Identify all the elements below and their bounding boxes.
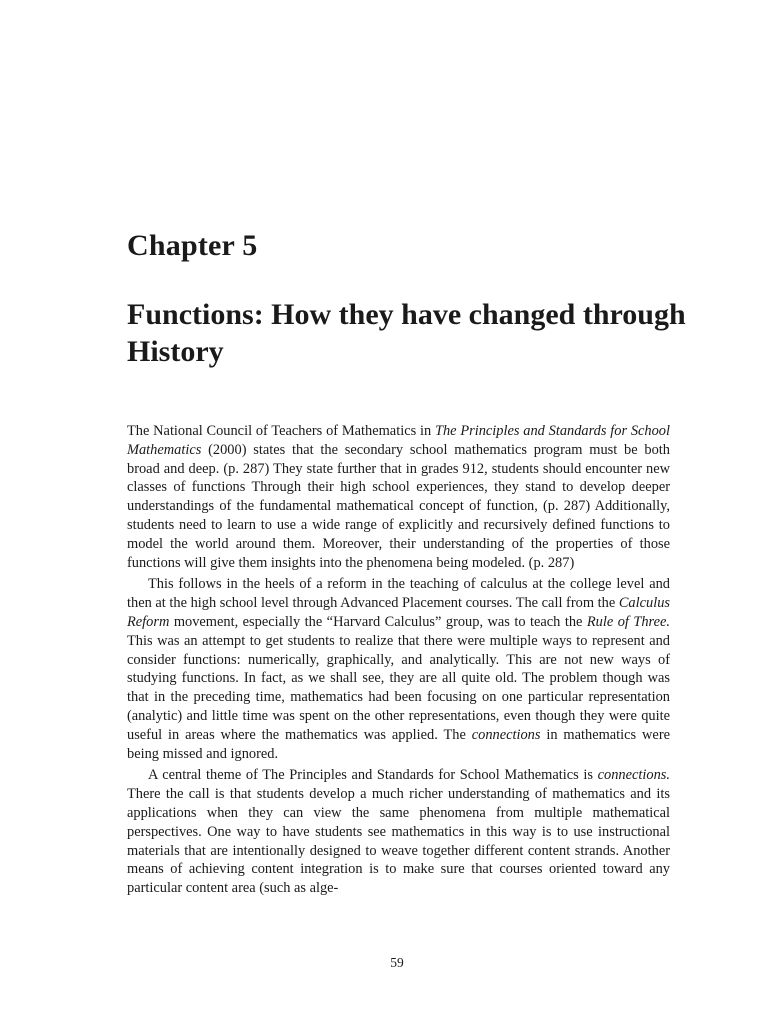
rule-of-three-italic: Rule of Three. <box>586 613 670 630</box>
text-run: The National Council of Teachers of Mathematics in <box>127 423 435 439</box>
text-run: movement, especially the “Harvard Calculus” group, was to teach the <box>169 613 587 630</box>
text-run: There the call is that students develop a much richer understanding of mathematics and its applications when they can view the same phenomena from multiple mathematical perspectives. One way to have students see mathematics in this way is to use instructional materials that are intentionally designed to weave together different content strands. Another means of achieving content integration is to make sure that courses oriented toward any particular content area (such as alge- <box>127 786 670 897</box>
body-text <box>127 422 670 901</box>
text-run: (2000) states that the secondary school mathematics program must be both broad and deep. (p. 287) They state further that in grades 912, students should encounter new classes of functions Through their high school experiences, they stand to develop deeper understandings of the fundamental mathematical concept of function, (p. 287) Additionally, students need to learn to use a wide range of explicitly and recursively defined functions to model the world around them. Moreover, their understanding of the properties of those functions will give them insights into the phenomena being modeled. (p. 287) <box>127 441 670 571</box>
connections-italic: connections. <box>597 767 670 784</box>
paragraph-central-theme <box>127 766 670 898</box>
chapter-label: Chapter 5 <box>127 229 258 262</box>
text-run: This follows in the heels of a reform in the teaching of calculus at the college level and then at the high school level through Advanced Placement courses. The call from the <box>127 576 670 612</box>
paragraph-calculus-reform <box>127 575 670 763</box>
paragraph-intro <box>127 422 670 572</box>
calculus-reform-italic: Calculus Reform <box>127 595 670 630</box>
connections-italic: connections <box>471 726 541 743</box>
chapter-title: Functions: How they have changed through History <box>127 298 686 368</box>
text-run: This was an attempt to get students to realize that there were multiple ways to represent and consider functions: numerically, graphically, and analytically. This are not new ways of studying functions. In fact, as we shall see, they are all quite old. The problem though was that in the preceding time, mathematics had been focusing on one particular representation (analytic) and little time was spent on the other representations, even though they were quite useful in areas where the mathematics was applied. The <box>127 632 670 743</box>
page-number: 59 <box>390 955 404 970</box>
book-title-italic: The Principles and Standards for School Mathematics <box>127 423 671 458</box>
text-run: in mathematics were being missed and ignored. <box>127 726 670 762</box>
text-run: A central theme of The Principles and Standards for School Mathematics is <box>148 767 598 784</box>
